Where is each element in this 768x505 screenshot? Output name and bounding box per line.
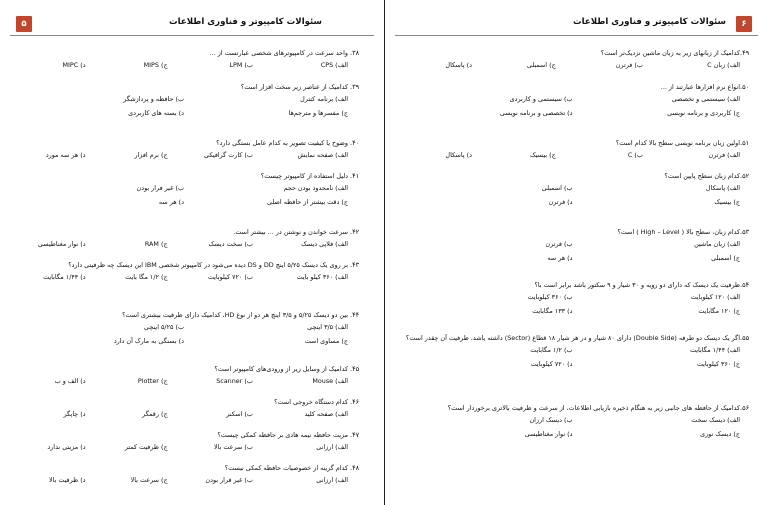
answer-option: الف) CPS — [320, 61, 348, 70]
page-header — [395, 14, 758, 36]
question-text: انواع نرم افزارها عبارتند از ... — [660, 83, 740, 91]
answer-option: ب) فرترن — [615, 61, 643, 70]
answer-option: ب) فرترن — [545, 240, 573, 249]
answer-option: د) الف و ب — [54, 377, 86, 386]
question-item — [20, 49, 360, 72]
answer-option: ب) ۵/۲۵ اینچی — [144, 323, 184, 332]
answer-options — [405, 294, 740, 318]
question-number: ۴۵. — [350, 365, 360, 373]
question-item — [405, 49, 750, 72]
answer-option: ب) دیسک ارزان — [529, 416, 573, 425]
answer-option: د) پاسکال — [445, 151, 472, 160]
question-item — [20, 83, 360, 120]
question-item — [20, 464, 360, 487]
answer-option: ب) C — [627, 151, 643, 160]
answer-option: ب) سیستمی و کاربردی — [509, 95, 573, 104]
answer-option: ب) سخت دیسک — [208, 240, 253, 249]
question-text: دلیل استفاده از کامپیوتر چیست؟ — [260, 172, 348, 180]
answer-option: ج) مساوی است — [304, 337, 348, 346]
question-text: سرعت خواندن و نوشتن در ... بیشتر است. — [233, 228, 348, 236]
answer-option: ب) ۳۶۰ کیلوبایت — [527, 293, 573, 302]
answer-option: ج) MIPS — [143, 61, 168, 70]
answer-option: ب) ۷۲۰ کیلوبایت — [207, 273, 253, 282]
answer-option: ب) اسمبلی — [541, 184, 573, 193]
question-text: کدام زبان سطح پایین است؟ — [664, 172, 740, 180]
answer-option: الف) ارزانی — [316, 443, 348, 452]
answer-option: د) ۷۲۰ کیلوبایت — [530, 360, 573, 369]
question-item — [20, 398, 360, 421]
answer-option: ب) کارت گرافیکی — [204, 151, 253, 160]
answer-option: ب) LPM — [229, 61, 253, 70]
question-number: ۵۲. — [740, 172, 750, 180]
answer-option: د) نوار مغناطیسی — [37, 240, 86, 249]
question-number: ۴۹. — [740, 49, 750, 57]
question-number: ۳۸. — [350, 49, 360, 57]
answer-options — [405, 417, 740, 441]
answer-options — [20, 378, 348, 388]
page-number-badge: ۶ — [736, 16, 752, 32]
question-text: واحد سرعت در کامپیوترهای شخصی عبارتست از ... — [209, 49, 348, 57]
answer-option: الف) فرترن — [708, 151, 740, 160]
question-item — [405, 334, 750, 371]
answer-option: د) ۱۳۳ مگابایت — [532, 307, 573, 316]
answer-option: الف) زبان C — [707, 61, 740, 70]
answer-option: ج) ظرفیت کمتر — [124, 443, 168, 452]
answer-option: ب) غیر فرار بودن — [136, 184, 184, 193]
question-text: مزیت حافظه نیمه هادی بر حافظه کمکی چیست؟ — [217, 431, 348, 439]
answer-option: ج) سرعت بالا — [130, 476, 168, 485]
answer-option: الف) نامحدود بودن حجم — [283, 184, 348, 193]
answer-options — [20, 96, 348, 120]
question-number: ۴۶. — [350, 398, 360, 406]
answer-option: الف) پاسکال — [705, 184, 740, 193]
question-item — [405, 83, 750, 120]
answer-option: د) تخصصی و برنامه نویسی — [499, 109, 573, 118]
answer-option: د) مزیتی ندارد — [47, 443, 86, 452]
answer-options — [20, 152, 348, 162]
page-header — [10, 14, 374, 36]
answer-option: الف) ۳/۵ اینچی — [307, 323, 348, 332]
answer-options — [20, 444, 348, 454]
answer-option: ج) ۱/۲ مگا بایت — [125, 273, 168, 282]
answer-option: ج) ۳۶۰ کیلوبایت — [696, 360, 740, 369]
question-item — [405, 404, 750, 441]
answer-option: ج) بیسیک — [530, 151, 556, 160]
answer-option: ج) مفسرها و مترجم‌ها — [288, 109, 348, 118]
answer-option: ج) RAM — [144, 240, 168, 249]
question-text: بر روی یک دیسک ۵/۲۵ اینچ DD و DS دیده می‌شود در کامپیوتر شخصی IBM این دیسک چه ظرفیتی دارد؟ — [68, 261, 348, 269]
answer-option: ب) Scanner — [216, 377, 253, 386]
answer-options — [20, 324, 348, 348]
answer-options — [405, 347, 740, 371]
answer-option: الف) ارزانی — [316, 476, 348, 485]
question-item — [405, 281, 750, 318]
answer-option: الف) صفحه نمایش — [297, 151, 348, 160]
question-number: ۵۳. — [740, 228, 750, 236]
answer-option: ج) دیسک نوری — [700, 430, 740, 439]
question-number: ۴۳. — [350, 261, 360, 269]
question-text: کدامیک از عناصر زیر سخت افزار است؟ — [240, 83, 348, 91]
question-number: ۵۴. — [740, 281, 750, 289]
answer-option: الف) دیسک سخت — [691, 416, 740, 425]
question-number: ۵۵. — [740, 334, 750, 342]
question-number: ۵۰. — [740, 83, 750, 91]
question-number: ۴۰. — [350, 139, 360, 147]
answer-option: ب) اسکنر — [226, 410, 253, 419]
answer-option: د) ظرفیت بالا — [48, 476, 86, 485]
answer-options — [20, 62, 348, 72]
answer-option: الف) ۱۲۰ کیلوبایت — [690, 293, 740, 302]
right-page — [384, 0, 768, 505]
question-item — [405, 228, 750, 265]
answer-option: د) هر سه — [547, 254, 573, 263]
answer-option: د) بستگی به مارک آن دارد — [113, 337, 184, 346]
question-text: ظرفیت یک دیسک که دارای دو رویه و ۳۰ شیار و ۹ سکتور باشد برابر است با؟ — [534, 281, 740, 289]
answer-option: الف) Mouse — [312, 377, 348, 386]
answer-option: الف) ۳۶۰ کیلو بایت — [296, 273, 348, 282]
question-item — [20, 431, 360, 454]
answer-option: ج) دقت بیشتر از حافظه اصلی — [267, 198, 348, 207]
answer-option: الف) ۱/۴۴ مگابایت — [689, 346, 740, 355]
question-text: کدامیک از وسایل زیر از ورودی‌های کامپیوتر است؟ — [214, 365, 348, 373]
answer-options — [20, 411, 348, 421]
answer-option: ج) ۱۲۰ مگابایت — [698, 307, 740, 316]
answer-option: ج) کاربردی و برنامه نویسی — [667, 109, 740, 118]
question-item — [20, 311, 360, 348]
answer-option: د) MIPC — [62, 61, 86, 70]
question-item — [405, 172, 750, 209]
answer-option: د) چاپگر — [63, 410, 86, 419]
answer-option: د) هر سه مورد — [45, 151, 86, 160]
answer-option: ب) سرعت بالا — [213, 443, 253, 452]
question-number: ۳۹. — [350, 83, 360, 91]
page-number-badge: ۵ — [16, 16, 32, 32]
answer-option: الف) برنامه کنترل — [300, 95, 348, 104]
answer-option: د) بسته های کاربردی — [128, 109, 184, 118]
answer-option: ب) ۱/۲ مگابایت — [530, 346, 573, 355]
question-text: بین دو دیسک ۵/۲۵ و ۳/۵ اینچ هر دو از نوع HD، کدامیک دارای ظرفیت بیشتری است؟ — [122, 311, 348, 319]
question-item — [405, 139, 750, 162]
question-number: ۵۶. — [740, 404, 750, 412]
answer-option: الف) صفحه کلید — [304, 410, 348, 419]
answer-option: ج) رقمگر — [142, 410, 168, 419]
answer-option: د) ۱/۴۴ مگابایت — [43, 273, 86, 282]
header-title: سئوالات کامپیوتر و فناوری اطلاعات — [169, 17, 322, 27]
question-text: کدام دستگاه خروجی است؟ — [274, 398, 348, 406]
question-number: ۴۷. — [350, 431, 360, 439]
question-text: اگر یک دیسک دو طرفه (Double Side) دارای ۸۰ شیار و در هر شیار ۱۸ قطاع (Sector) داشته باشد، ظرفیت آن چقدر است؟ — [405, 334, 740, 342]
answer-options — [405, 62, 740, 72]
answer-options — [405, 241, 740, 265]
answer-option: د) فرترن — [548, 198, 573, 207]
question-number: ۴۲. — [350, 228, 360, 236]
answer-options — [20, 477, 348, 487]
question-text: کدامیک از زبانهای زیر به زبان ماشین نزدیک‌تر است؟ — [600, 49, 740, 57]
answer-option: د) هر سه — [158, 198, 184, 207]
question-number: ۴۴. — [350, 311, 360, 319]
answer-option: ب) حافظه و پردازشگر — [123, 95, 184, 104]
answer-option: ج) اسمبلی — [711, 254, 740, 263]
answer-options — [405, 96, 740, 120]
answer-option: د) پاسکال — [445, 61, 472, 70]
question-number: ۴۸. — [350, 464, 360, 472]
answer-option: الف) فلاپی دیسک — [301, 240, 348, 249]
question-item — [20, 139, 360, 162]
question-number: ۴۱. — [350, 172, 360, 180]
question-item — [20, 261, 360, 284]
answer-option: الف) زبان ماشین — [694, 240, 740, 249]
question-item — [20, 365, 360, 388]
answer-option: ب) غیر فرار بودن — [205, 476, 253, 485]
header-title: سئوالات کامپیوتر و فناوری اطلاعات — [573, 17, 726, 27]
question-text: اولین زبان برنامه نویسی سطح بالا کدام است؟ — [615, 139, 740, 147]
answer-options — [20, 274, 348, 284]
question-number: ۵۱. — [740, 139, 750, 147]
answer-option: ج) بیسیک — [714, 198, 740, 207]
answer-options — [20, 241, 348, 251]
answer-option: الف) سیستمی و تخصصی — [671, 95, 740, 104]
question-item — [20, 172, 360, 209]
answer-option: ج) اسمبلی — [526, 61, 556, 70]
answer-option: ج) نرم افزار — [134, 151, 168, 160]
question-text: کدام گزینه از خصوصیات حافظه کمکی نیست؟ — [224, 464, 348, 472]
question-item — [20, 228, 360, 251]
question-text: وضوح یا کیفیت تصویر به کدام عامل بستگی دارد؟ — [216, 139, 348, 147]
question-text: کدامیک از حافظه های جانبی زیر به هنگام ذخیره بازیابی اطلاعات، از سرعت و ظرفیت بالاتری برخوردار است؟ — [447, 404, 740, 412]
answer-options — [20, 185, 348, 209]
answer-options — [405, 152, 740, 162]
answer-option: ج) Plotter — [137, 377, 168, 386]
answer-option: د) نوار مغناطیسی — [524, 430, 573, 439]
answer-options — [405, 185, 740, 209]
question-text: کدام زبان، سطح بالا ( High – Level ) است؟ — [617, 228, 740, 236]
